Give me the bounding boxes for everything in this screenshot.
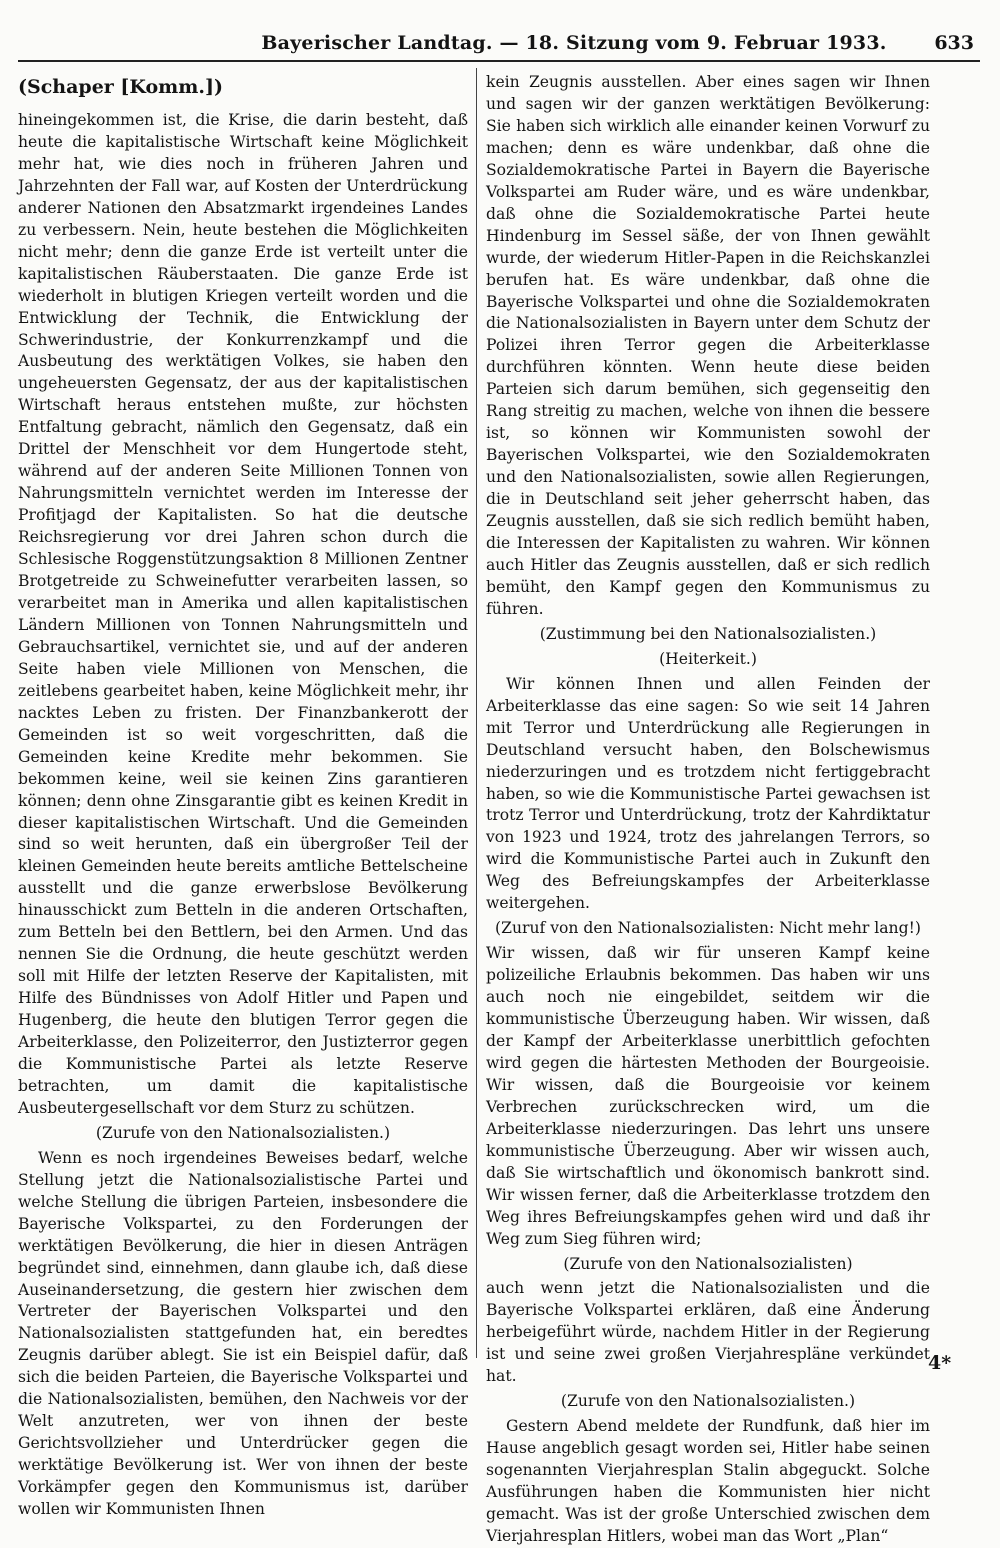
speaker-label: (Schaper [Komm.])	[18, 76, 223, 98]
paragraph: Wir wissen, daß wir für unseren Kampf keine polizeiliche Erlaubnis bekommen. Das haben wir uns auch noch nie eingebildet, seitdem wir die kommunistische Überzeugung haben. Wir wissen, daß der Kampf der Arbeiterklasse unerbittlich gefochten wird gegen die härtesten Methoden der Bourgeoisie. Wir wissen, daß die Bourgeoisie vor keinem Verbrechen zurückschrecken wird, um die Arbeiterklasse niederzuringen. Das lehrt uns unsere kommunistische Überzeugung. Aber wir wissen auch, daß Sie wirtschaftlich und ökonomisch bankrott sind. Wir wissen ferner, daß die Arbeiterklasse trotzdem den Weg ihres Befreiungskampfes gehen wird und daß ihr Weg zum Sieg führen wird;	[486, 944, 930, 1248]
paragraph: Wenn es noch irgendeines Beweises bedarf, welche Stellung jetzt die Nationalsozialistische Partei und welche Stellung die übrigen Parteien, insbesondere die Bayerische Volkspartei, zu den Forderungen der werktätigen Bevölkerung, die hier in diesen Anträgen begründet sind, einnehmen, dann glaube ich, daß diese Auseinandersetzung, die gestern hier zwischen dem Vertreter der Bayerischen Volkspartei und den Nationalsozialisten stattgefunden hat, ein beredtes Zeugnis darüber ablegt. Sie ist ein Beispiel dafür, daß sich die beiden Parteien, die Bayerische Volkspartei und die Nationalsozialisten, bemühen, den Nachweis vor der Welt anzutreten, wer von ihnen der beste Gerichtsvollzieher und Unterdrücker gegen die werktätige Bevölkerung ist. Wer von ihnen der beste Vorkämpfer gegen den Kommunismus ist, darüber wollen wir Kommunisten Ihnen	[18, 1148, 468, 1519]
page-number: 633	[934, 32, 974, 54]
running-title: Bayerischer Landtag. — 18. Sitzung vom 9. Februar 1933.	[261, 32, 887, 54]
column-divider	[476, 68, 477, 1358]
interjection: (Zurufe von den Nationalsozialisten.)	[95, 1123, 391, 1142]
paragraph: auch wenn jetzt die Nationalsozialisten und die Bayerische Volkspartei erklären, daß eine Änderung herbeigeführt würde, nachdem Hitler in der Regierung ist und seine zwei großen Vierjahrespläne verkündet hat.	[486, 1279, 930, 1386]
interjection: (Zurufe von den Nationalsozialisten.)	[560, 1392, 856, 1411]
left-column	[18, 72, 468, 1519]
paragraph: kein Zeugnis ausstellen. Aber eines sagen wir Ihnen und sagen wir der ganzen werktätigen Bevölkerung: Sie haben sich wirklich alle einander keinen Vorwurf zu machen; denn es wäre undenkbar, daß ohne die Sozialdemokratische Partei in Bayern die Bayerische Volkspartei am Ruder wäre, und es wäre undenkbar, daß ohne die Sozialdemokratische Partei heute Hindenburg im Sessel säße, der von Ihnen gewählt wurde, der wiederum Hitler-Papen in die Reichskanzlei berufen hat. Es wäre undenkbar, daß ohne die Bayerische Volkspartei und ohne die Sozialdemokraten die Nationalsozialisten in Bayern unter dem Schutz der Polizei ihren Terror gegen die Arbeiterklasse durchführen könnten. Wenn heute diese beiden Parteien sich darum bemühen, sich gegenseitig den Rang streitig zu machen, welche von ihnen die bessere ist, so können wir Kommunisten sowohl der Bayerischen Volkspartei, wie den Sozialdemokraten und den Nationalsozialisten, sowie allen Regierungen, die in Deutschland seit jeher geherrscht haben, das Zeugnis ausstellen, daß sie sich redlich bemüht haben, die Interessen der Kapitalisten zu wahren. Wir können auch Hitler das Zeugnis ausstellen, daß er sich redlich bemüht, den Kampf gegen den Kommunismus zu führen.	[486, 73, 930, 618]
paragraph: Wir können Ihnen und allen Feinden der Arbeiterklasse das eine sagen: So wie seit 14 Jahren mit Terror und Unterdrückung alle Regierungen in Deutschland versucht haben, den Bolschewismus niederzuringen und es trotzdem nicht fertiggebracht haben, so wie die Kommunistische Partei gewachsen ist trotz Terror und Unterdrückung, trotz der Kahrdiktatur von 1923 und 1924, trotz des jahrelangen Terrors, so wird die Kommunistische Partei auch in Zukunft den Weg des Befreiungskampfes der Arbeiterklasse weitergehen.	[486, 674, 930, 913]
page-header	[18, 30, 980, 62]
interjection: (Zuruf von den Nationalsozialisten: Nicht mehr lang!)	[495, 919, 921, 938]
interjection: (Heiterkeit.)	[659, 649, 757, 668]
paragraph: Gestern Abend meldete der Rundfunk, daß hier im Hause angeblich gesagt worden sei, Hitler habe seinen sogenannten Vierjahresplan Stalin abgeguckt. Solche Ausführungen haben die Kommunisten hier nicht gemacht. Was ist der große Unterschied zwischen dem Vierjahresplan Hitlers, wobei man das Wort „Plan“	[486, 1417, 930, 1545]
interjection: (Zurufe von den Nationalsozialisten)	[563, 1254, 853, 1273]
signature-mark: 4*	[928, 1352, 952, 1374]
interjection: (Zustimmung bei den Nationalsozialisten.)	[539, 624, 877, 643]
right-column	[486, 72, 930, 1545]
paragraph: hineingekommen ist, die Krise, die darin besteht, daß heute die kapitalistische Wirtschaft keine Möglichkeit mehr hat, wie dies noch in früheren Jahren und Jahrzehnten der Fall war, auf Kosten der Unterdrückung anderer Nationen den Absatzmarkt irgendeines Landes zu verbessern. Nein, heute bestehen die Möglichkeiten nicht mehr; denn die ganze Erde ist verteilt unter die kapitalistischen Räuberstaaten. Die ganze Erde ist wiederholt in blutigen Kriegen verteilt worden und die Entwicklung der Technik, die Entwicklung der Schwerindustrie, der Konkurrenzkampf und die Ausbeutung des werktätigen Volkes, sie haben den ungeheuersten Gegensatz, der aus der kapitalistischen Wirtschaft heraus entstehen mußte, zur höchsten Entfaltung gebracht, nämlich den Gegensatz, daß ein Drittel der Menschheit vor dem Hungertode steht, während auf der anderen Seite Millionen Tonnen von Nahrungsmitteln vernichtet werden im Interesse der Profitjagd der Kapitalisten. So hat die deutsche Reichsregierung vor drei Jahren schon durch die Schlesische Roggenstützungsaktion 8 Millionen Zentner Brotgetreide zu Schweinefutter verarbeiten lassen, so verarbeitet man in Amerika und allen kapitalistischen Ländern Millionen von Tonnen Nahrungsmitteln und Gebrauchsartikel, vernichtet sie, und auf der anderen Seite haben viele Millionen von Menschen, die zeitlebens gearbeitet haben, keine Möglichkeit mehr, ihr nacktes Leben zu fristen. Der Finanzbankerott der Gemeinden ist so weit vorgeschritten, daß die Gemeinden keine Kredite mehr bekommen. Sie bekommen keine, weil sie keinen Zins garantieren können; denn ohne Zinsgarantie gibt es keinen Kredit in dieser kapitalistischen Wirtschaft. Und die Gemeinden sind so weit herunten, daß ein übergroßer Teil der kleinen Gemeinden heute bereits amtliche Bettelscheine ausstellt und die ganze erwerbslose Bevölkerung hinausschickt zum Betteln in die anderen Ortschaften, zum Betteln bei den Bettlern, bei den Armen. Und das nennen Sie die Ordnung, die heute geschützt werden soll mit Hilfe der letzten Reserve der Kapitalisten, mit Hilfe des Bündnisses von Adolf Hitler und Papen und Hugenberg, die heute den blutigen Terror gegen die Arbeiterklasse, den Polizeiterror, den Justizterror gegen die Kommunistische Partei als letzte Reserve betrachten, um damit die kapitalistische Ausbeutergesellschaft vor dem Sturz zu schützen.	[18, 111, 468, 1117]
